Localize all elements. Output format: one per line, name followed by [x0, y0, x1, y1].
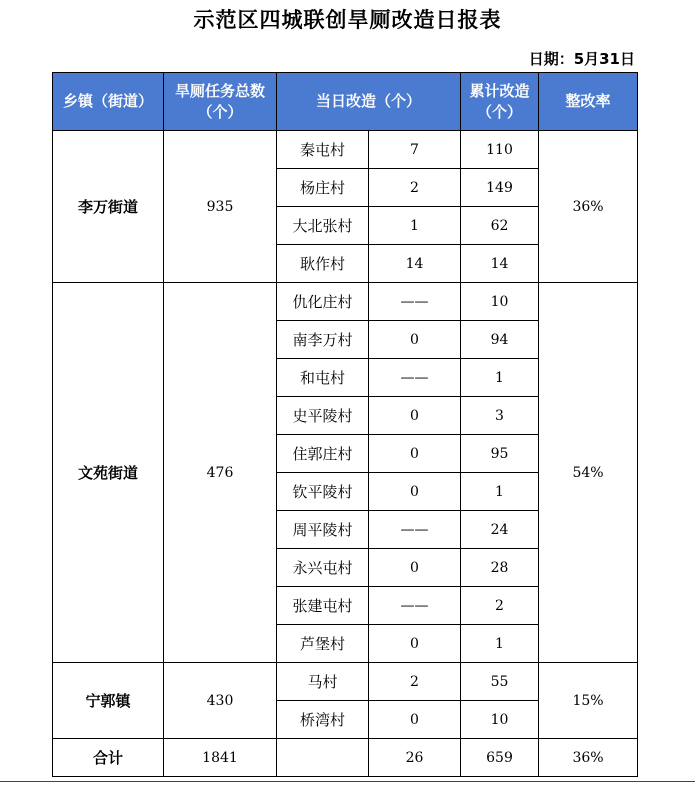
village-cumulative: 55 [461, 663, 539, 701]
village-name: 南李万村 [277, 321, 369, 359]
village-daily: 1 [369, 207, 461, 245]
village-cumulative: 1 [461, 625, 539, 663]
village-name: 杨庄村 [277, 169, 369, 207]
town-rate: 36% [539, 131, 638, 283]
village-daily: —— [369, 587, 461, 625]
town-total: 430 [164, 663, 277, 739]
summary-rate: 36% [539, 739, 638, 777]
header-cumulative-line1: 累计改造 [469, 81, 530, 100]
table-row [53, 131, 638, 169]
header-rate: 整改率 [539, 73, 638, 131]
page-bottom-rule [0, 781, 695, 782]
village-cumulative: 3 [461, 397, 539, 435]
village-name: 和屯村 [277, 359, 369, 397]
village-daily: 0 [369, 701, 461, 739]
village-cumulative: 24 [461, 511, 539, 549]
village-daily: 0 [369, 397, 461, 435]
village-daily: —— [369, 511, 461, 549]
village-name: 耿作村 [277, 245, 369, 283]
village-name: 史平陵村 [277, 397, 369, 435]
village-daily: 0 [369, 549, 461, 587]
header-cumulative-line2: （个） [477, 102, 523, 121]
village-name: 秦屯村 [277, 131, 369, 169]
village-name: 大北张村 [277, 207, 369, 245]
village-daily: 2 [369, 663, 461, 701]
table-row [53, 283, 638, 321]
header-total [164, 73, 277, 131]
report-date: 日期：5月31日 [528, 50, 635, 68]
header-total-line1: 旱厕任务总数 [174, 81, 265, 100]
header-total-line2: （个） [197, 102, 243, 121]
village-daily: 14 [369, 245, 461, 283]
town-name: 文苑街道 [53, 283, 164, 663]
village-cumulative: 62 [461, 207, 539, 245]
town-name: 李万街道 [53, 131, 164, 283]
village-cumulative: 149 [461, 169, 539, 207]
village-cumulative: 110 [461, 131, 539, 169]
village-daily: 0 [369, 625, 461, 663]
village-cumulative: 2 [461, 587, 539, 625]
village-name: 钦平陵村 [277, 473, 369, 511]
town-name: 宁郭镇 [53, 663, 164, 739]
village-name: 仇化庄村 [277, 283, 369, 321]
summary-label: 合计 [53, 739, 164, 777]
report-table [52, 72, 638, 777]
town-rate: 15% [539, 663, 638, 739]
village-daily: —— [369, 283, 461, 321]
village-daily: 0 [369, 473, 461, 511]
town-total: 935 [164, 131, 277, 283]
header-cumulative [461, 73, 539, 131]
village-cumulative: 28 [461, 549, 539, 587]
summary-village [277, 739, 369, 777]
village-name: 马村 [277, 663, 369, 701]
header-row [53, 73, 638, 131]
village-daily: 7 [369, 131, 461, 169]
village-daily: 0 [369, 435, 461, 473]
village-cumulative: 10 [461, 701, 539, 739]
village-name: 桥湾村 [277, 701, 369, 739]
table-row [53, 663, 638, 701]
village-cumulative: 1 [461, 359, 539, 397]
village-cumulative: 94 [461, 321, 539, 359]
village-name: 周平陵村 [277, 511, 369, 549]
summary-total: 1841 [164, 739, 277, 777]
summary-cumulative: 659 [461, 739, 539, 777]
town-rate: 54% [539, 283, 638, 663]
village-cumulative: 10 [461, 283, 539, 321]
summary-row [53, 739, 638, 777]
village-name: 永兴屯村 [277, 549, 369, 587]
village-cumulative: 1 [461, 473, 539, 511]
table-body [53, 131, 638, 777]
village-name: 芦堡村 [277, 625, 369, 663]
header-town: 乡镇（街道） [53, 73, 164, 131]
town-total: 476 [164, 283, 277, 663]
village-name: 住郭庄村 [277, 435, 369, 473]
village-daily: 2 [369, 169, 461, 207]
village-daily: —— [369, 359, 461, 397]
village-cumulative: 95 [461, 435, 539, 473]
header-daily: 当日改造（个） [277, 73, 461, 131]
village-daily: 0 [369, 321, 461, 359]
village-name: 张建屯村 [277, 587, 369, 625]
report-title: 示范区四城联创旱厕改造日报表 [193, 8, 502, 32]
summary-daily: 26 [369, 739, 461, 777]
village-cumulative: 14 [461, 245, 539, 283]
